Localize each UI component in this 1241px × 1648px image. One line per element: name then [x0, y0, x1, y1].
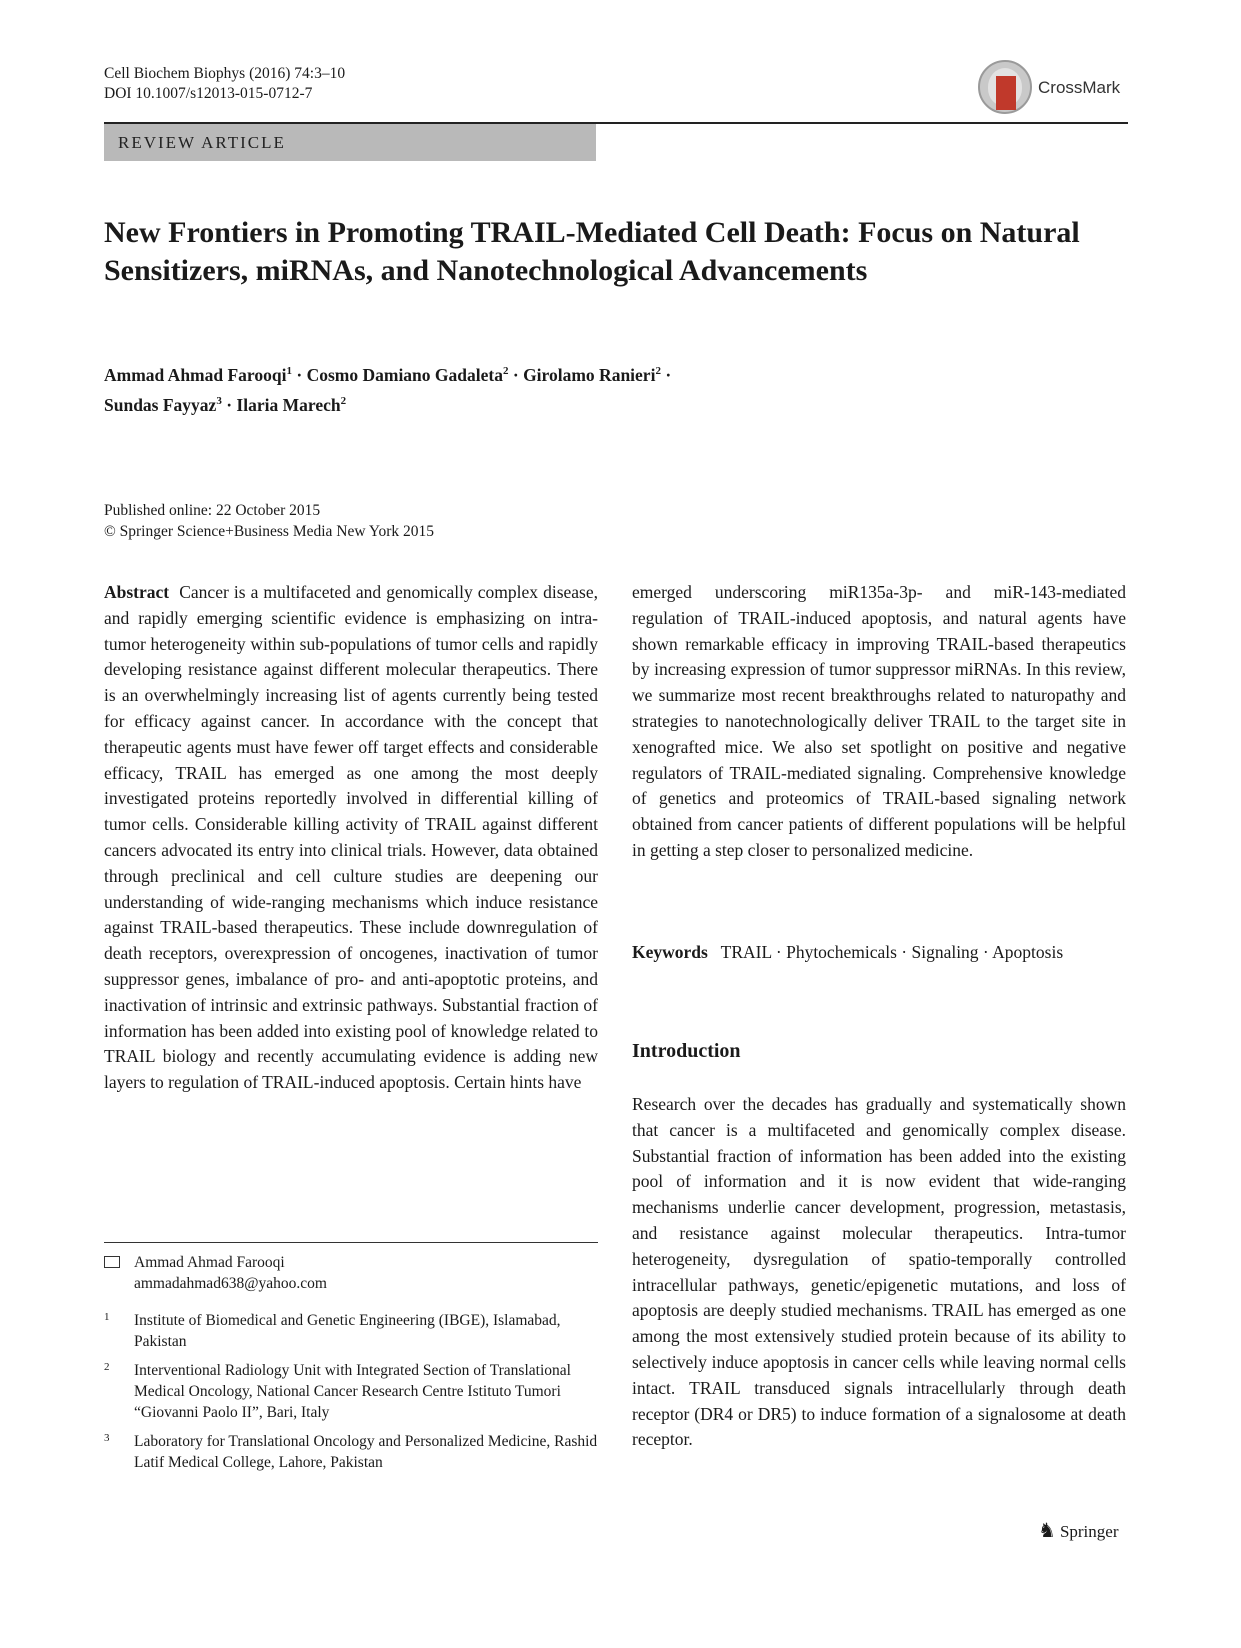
crossmark-label: CrossMark [1038, 78, 1121, 97]
section-tag [104, 124, 596, 161]
springer-horse-icon: ♞ [1038, 1520, 1056, 1542]
footnote-rule [104, 1242, 598, 1243]
abstract-text-right: emerged underscoring miR135a-3p- and miR-143-mediated regulation of TRAIL-induced apoptosis, and natural agents have shown remarkable efficacy in improving TRAIL-based therapeutics by increasing expression of tumor suppressor miRNAs. In this review, we summarize most recent breakthroughs related to naturopathy and strategies to nanotechnologically deliver TRAIL to the target site in xenografted mice. We also set spotlight on positive and negative regulators of TRAIL-mediated signaling. Comprehensive knowledge of genetics and proteomics of TRAIL-based signaling network obtained from cancer patients of different populations will be helpful in getting a step closer to personalized medicine. [632, 582, 1126, 860]
author[interactable]: Girolamo Ranieri$^2$ [523, 364, 661, 385]
author[interactable]: Ammad Ahmad Farooqi$^1$ [104, 364, 292, 385]
crossmark-icon [978, 60, 1032, 114]
copyright: © Springer Science+Business Media New York 2015 [104, 523, 435, 540]
section-tag-label: REVIEW ARTICLE [118, 133, 286, 152]
correspondence-name: Ammad Ahmad Farooqi [134, 1254, 285, 1271]
introduction-heading: Introduction [632, 1040, 741, 1062]
keywords-label: Keywords [632, 942, 708, 962]
introduction-text: Research over the decades has gradually and systematically shown that cancer is a multifaceted and genomically complex disease. Substantial fraction of information has been added into the existing pool of information and it is now evident that wide-ranging mechanisms underlie cancer development, progression, metastasis, and resistance against molecular therapeutics. Intra-tumor heterogeneity, dysregulation of spatio-temporally controlled intracellular pathways, genetic/epigenetic mutations, and loss of apoptosis are deeply studied mechanisms. TRAIL has emerged as one among the most extensively studied protein because of its ability to selectively induce apoptosis in cancer cells while leaving normal cells intact. TRAIL transduced signals intracellularly through death receptor (DR4 or DR5) to induce formation of a signalosome at death receptor. [632, 1094, 1126, 1450]
introduction-body [632, 1092, 1126, 1453]
abstract-text-left: Cancer is a multifaceted and genomically complex disease, and rapidly emerging scientific evidence is emphasizing on intra-tumor heterogeneity within sub-populations of tumor cells and rapidly developing resistance against different molecular therapeutics. There is an overwhelmingly increasing list of agents currently being tested for efficacy against cancer. In accordance with the concept that therapeutic agents must have fewer off target effects and considerable efficacy, TRAIL has emerged as one among the most deeply investigated proteins reportedly involved in differential killing of tumor cells. Considerable killing activity of TRAIL against different cancers advocated its entry into clinical trials. However, data obtained through preclinical and cell culture studies are deepening our understanding of wide-ranging mechanisms which induce resistance against TRAIL-based therapeutics. These include downregulation of death receptors, overexpression of oncogenes, inactivation of tumor suppressor genes, imbalance of pro- and anti-apoptotic proteins, and inactivation of intrinsic and extrinsic pathways. Substantial fraction of information has been added into existing pool of knowledge related to TRAIL biology and recently accumulating evidence is adding new layers to regulation of TRAIL-induced apoptosis. Certain hints have [104, 582, 598, 1093]
correspondence-email[interactable]: ammadahmad638@yahoo.com [134, 1275, 327, 1292]
keywords [632, 940, 1126, 966]
affiliation: 1 Institute of Biomedical and Genetic Engineering (IBGE), Islamabad, Pakistan [104, 1311, 561, 1350]
article-title: New Frontiers in Promoting TRAIL-Mediated Cell Death: Focus on Natural Sensitizers, miRNAs, and Nanotechnological Advancements [104, 216, 1080, 287]
affiliation: 3 Laboratory for Translational Oncology and Personalized Medicine, Rashid Latif Medical College, Lahore, Pakistan [104, 1432, 598, 1471]
abstract-label: Abstract [104, 582, 170, 602]
envelope-icon [104, 1256, 120, 1268]
author[interactable]: Cosmo Damiano Gadaleta$^2$ [306, 364, 509, 385]
published-date: Published online: 22 October 2015 [104, 502, 321, 519]
publication-info [104, 500, 434, 542]
doi[interactable]: DOI 10.1007/s12013-015-0712-7 [104, 85, 313, 102]
correspondence [104, 1252, 327, 1292]
author[interactable]: Sundas Fayyaz$^3$ [104, 394, 222, 415]
journal-citation [104, 64, 345, 104]
keywords-text: TRAIL · Phytochemicals · Signaling · Apoptosis [720, 942, 1064, 962]
journal-line: Cell Biochem Biophys (2016) 74:3–10 [104, 65, 346, 82]
affiliation: 2 Interventional Radiology Unit with Integrated Section of Translational Medical Oncology, National Cancer Research Centre Istituto Tumori “Giovanni Paolo II”, Bari, Italy [104, 1361, 571, 1421]
abstract-right [632, 580, 1126, 864]
springer-logo [1038, 1518, 1118, 1543]
author[interactable]: Ilaria Marech$^2$ [236, 394, 347, 415]
crossmark-badge[interactable] [978, 60, 1128, 118]
abstract-left [104, 580, 598, 1096]
springer-label: Springer [1059, 1522, 1119, 1541]
author-list: Ammad Ahmad Farooqi$^1$ · Cosmo Damiano Gadaleta$^2$ · Girolamo Ranieri$^2$ · Sundas Fayyaz$^3$ · Ilaria Marech$^2$ [104, 364, 672, 415]
